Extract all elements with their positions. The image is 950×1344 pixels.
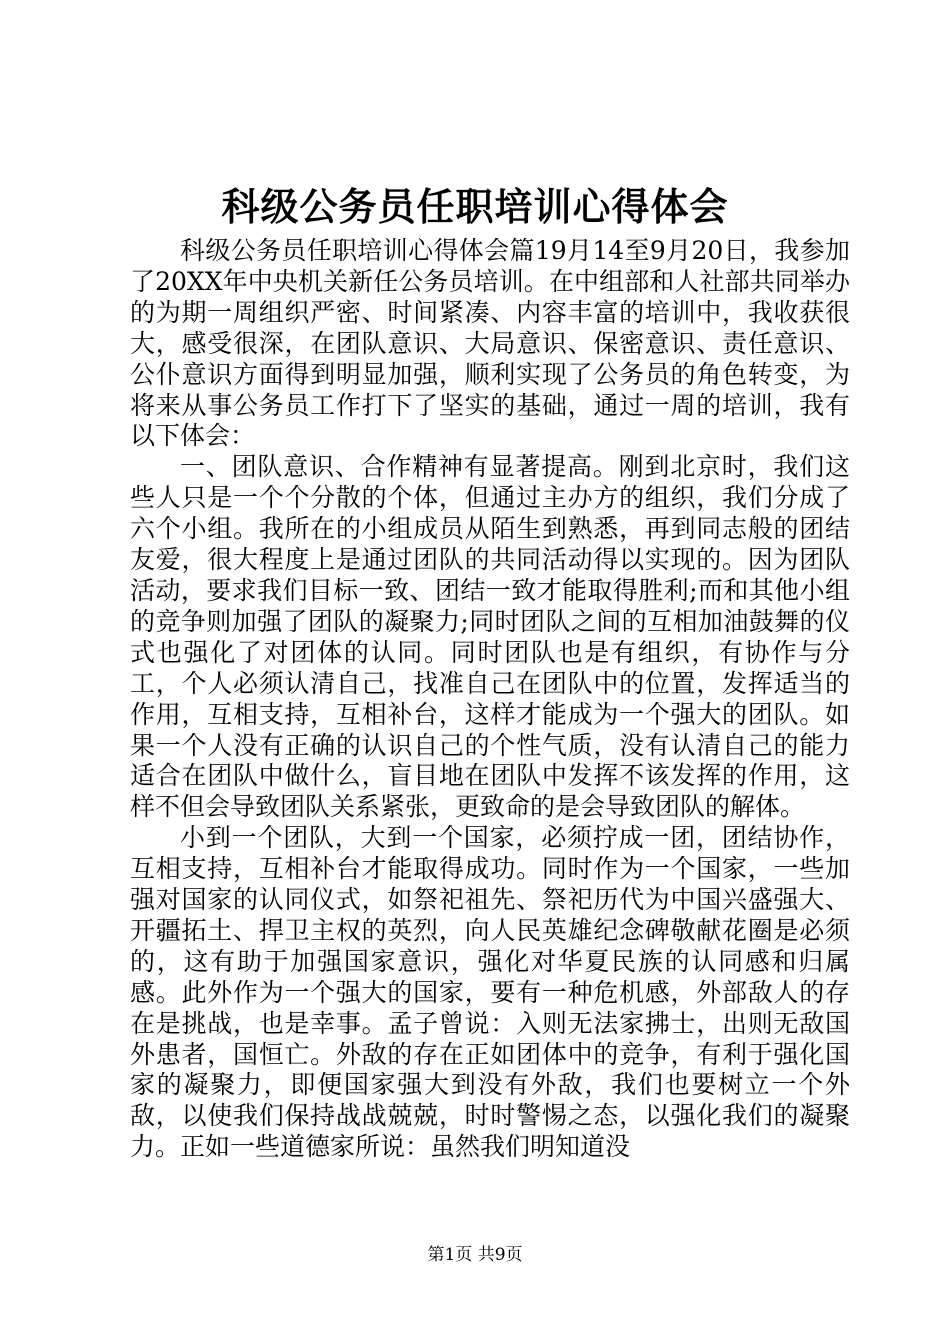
paragraph-intro: 科级公务员任职培训心得体会篇19月14至9月20日，我参加了20XX年中央机关新任公务员培训。在中组部和人社部共同举办的为期一周组织严密、时间紧凑、内容丰富的培训中，我收获很大，感受很深，在团队意识、大局意识、保密意识、责任意识、公仆意识方面得到明显加强，顺利实现了公务员的角色转变，为将来从事公务员工作打下了坚实的基础，通过一周的培训，我有以下体会：: [130, 236, 850, 451]
page-footer: 第1页 共9页: [427, 1245, 523, 1265]
document-title: 科级公务员任职培训心得体会: [221, 185, 729, 229]
document-body: [130, 236, 850, 1163]
paragraph-nation: 小到一个团队，大到一个国家，必须拧成一团，团结协作，互相支持，互相补台才能取得成功。同时作为一个国家，一些加强对国家的认同仪式，如祭祀祖先、祭祀历代为中国兴盛强大、开疆拓土、捍卫主权的英烈，向人民英雄纪念碑敬献花圈是必须的，这有助于加强国家意识，强化对华夏民族的认同感和归属感。此外作为一个强大的国家，要有一种危机感，外部敌人的存在是挑战，也是幸事。孟子曾说：入则无法家拂士，出则无敌国外患者，国恒亡。外敌的存在正如团体中的竞争，有利于强化国家的凝聚力，即便国家强大到没有外敌，我们也要树立一个外敌，以使我们保持战战兢兢，时时警惕之态，以强化我们的凝聚力。正如一些道德家所说：虽然我们明知道没: [130, 823, 850, 1162]
paragraph-teamwork: 一、团队意识、合作精神有显著提高。刚到北京时，我们这些人只是一个个分散的个体，但通过主办方的组织，我们分成了六个小组。我所在的小组成员从陌生到熟悉，再到同志般的团结友爱，很大程度上是通过团队的共同活动得以实现的。因为团队活动，要求我们目标一致、团结一致才能取得胜利;而和其他小组的竞争则加强了团队的凝聚力;同时团队之间的互相加油鼓舞的仪式也强化了对团体的认同。同时团队也是有组织，有协作与分工，个人必须认清自己，找准自己在团队中的位置，发挥适当的作用，互相支持，互相补台，这样才能成为一个强大的团队。如果一个人没有正确的认识自己的个性气质，没有认清自己的能力适合在团队中做什么，盲目地在团队中发挥不该发挥的作用，这样不但会导致团队关系紧张，更致命的是会导致团队的解体。: [130, 452, 850, 822]
